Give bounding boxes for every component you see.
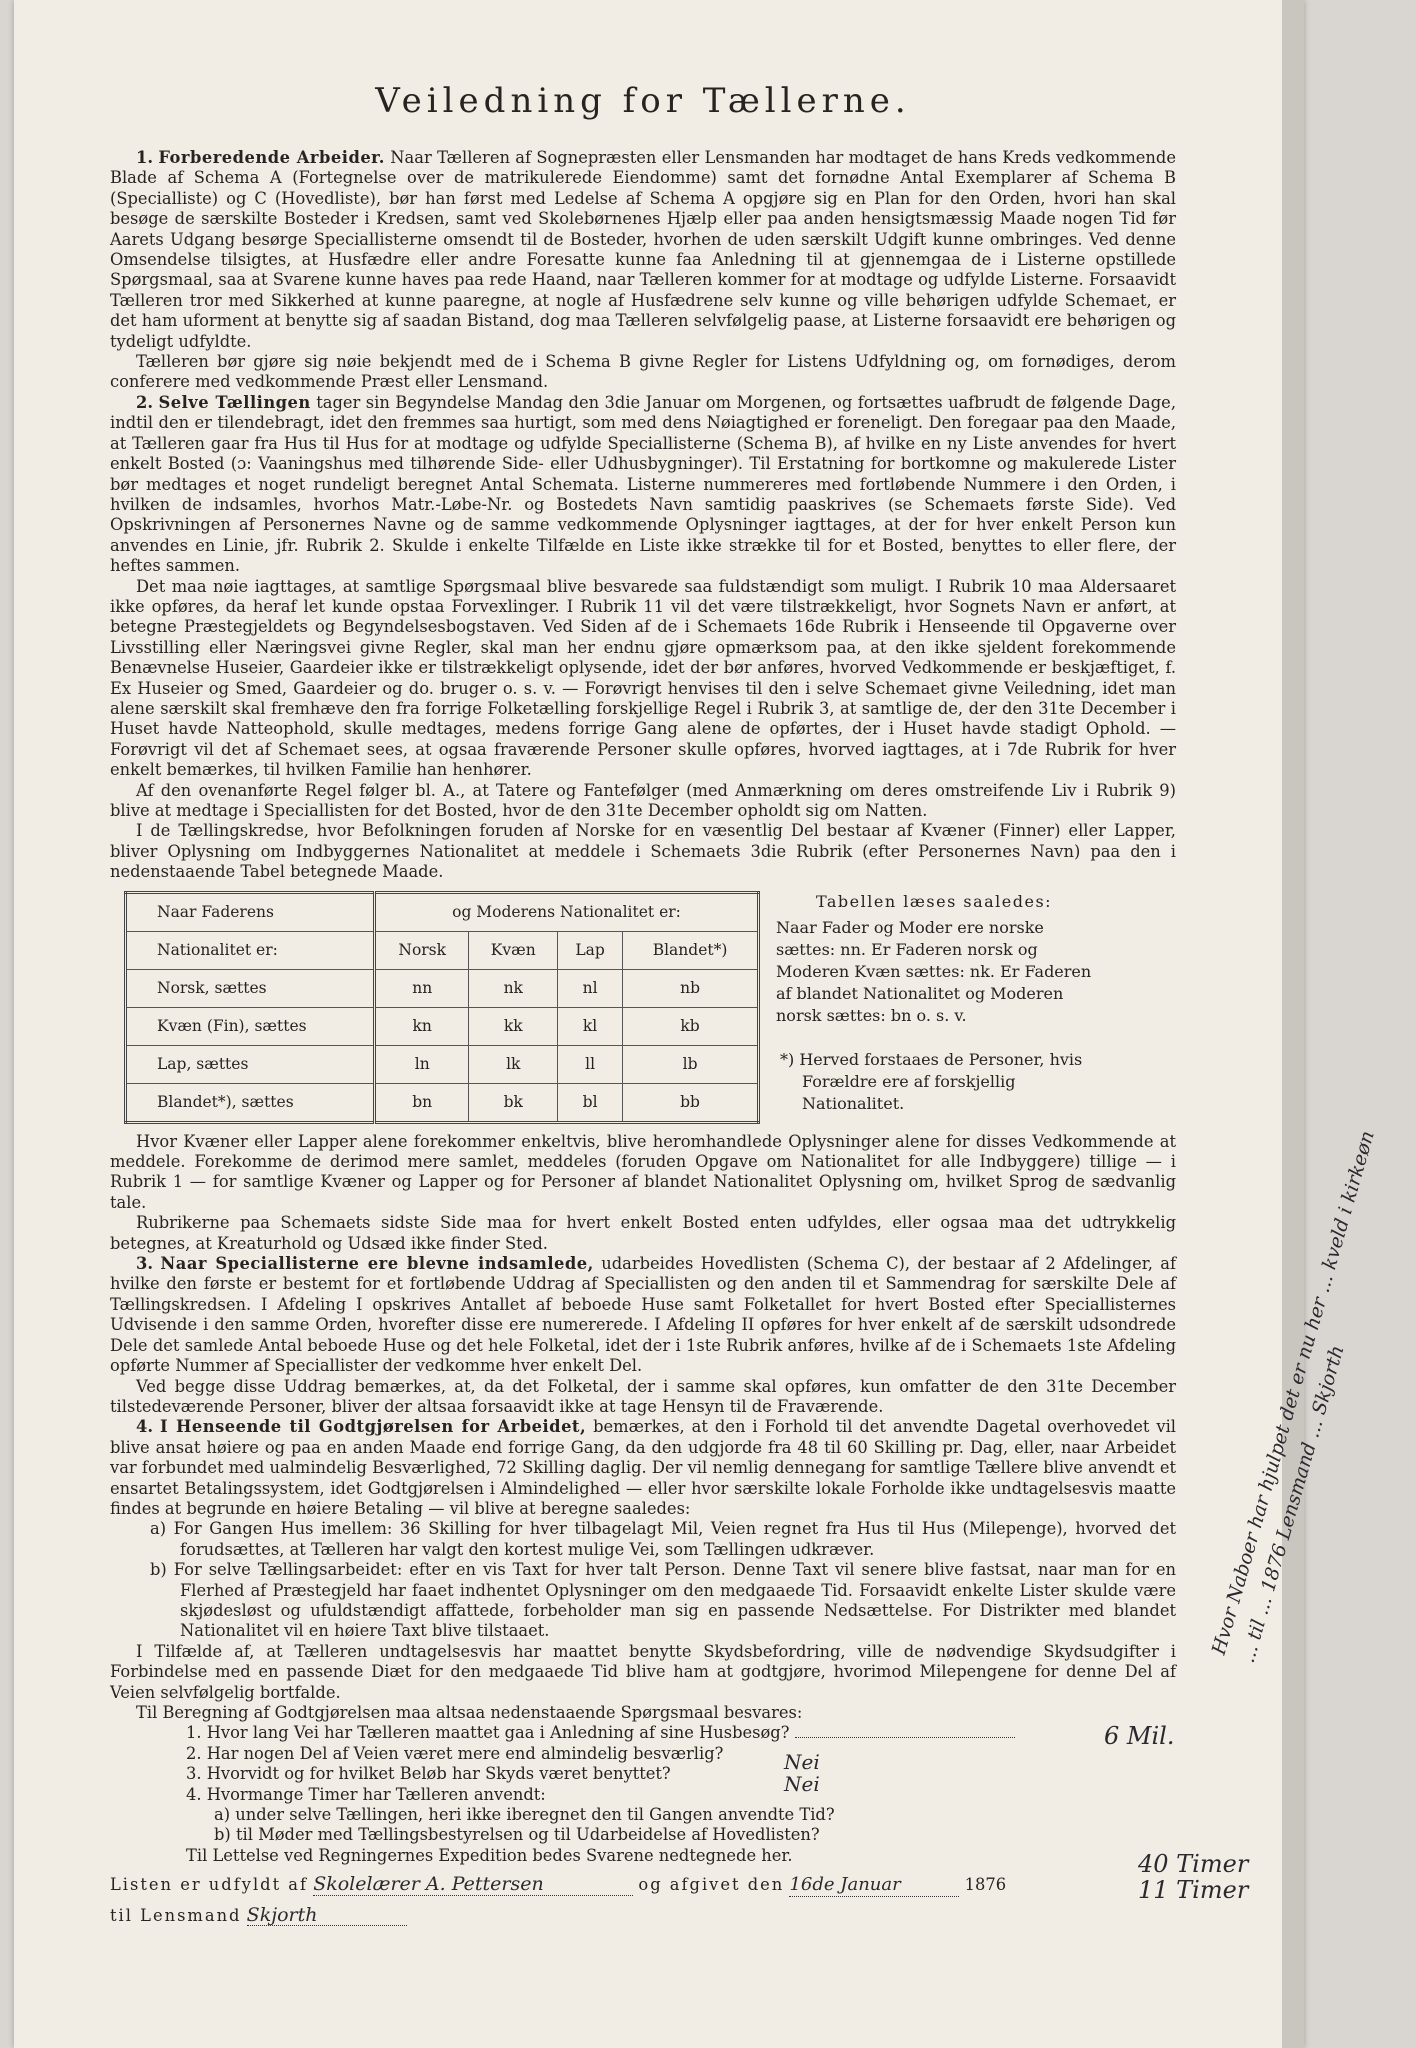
header-father-1: Naar Faderens: [126, 892, 375, 931]
question-4a: a) under selve Tællingen, heri ikke iberegnet den til Gangen anvendte Tid?: [214, 1805, 835, 1825]
row-label: Blandet*), sættes: [126, 1083, 375, 1122]
section-4: [110, 1417, 1176, 1519]
document-title: Veiledning for Tællerne.: [375, 81, 911, 121]
section-2-para-3: Af den ovenanførte Regel følger bl. A., at Tatere og Fantefølger (med Anmærkning om deres omstreifende Liv i Rubrik 9) blive at medtage i Speciallisten for det Bosted, hvor de den 31te December opholdt sig om Natten.: [110, 780, 1176, 820]
section-1: [110, 148, 1176, 352]
signature-date: 16de Januar: [789, 1875, 959, 1896]
signature-line-2: [110, 1905, 1176, 1926]
table-cell: ll: [558, 1045, 623, 1083]
section-3-heading: Naar Speciallisterne ere blevne indsamlede,: [160, 1254, 594, 1274]
signature-label-2: og afgivet den: [638, 1875, 785, 1895]
question-3: [110, 1764, 1176, 1784]
header-mother: og Moderens Nationalitet er:: [375, 892, 759, 931]
table-cell: ln: [375, 1045, 469, 1083]
question-4: 4. Hvormange Timer har Tælleren anvendt:: [186, 1784, 546, 1804]
section-3-number: 3.: [136, 1254, 153, 1274]
table-legend-title: Tabellen læses saaledes:: [815, 891, 1053, 911]
section-1-number: 1.: [136, 148, 153, 167]
section-1-text: Naar Tælleren af Sognepræsten eller Lensmanden har modtaget de hans Kreds vedkommende Blade af Schema A (Fortegnelse over de matrikulerede Eiendomme) samt det fornødne Antal Exemplarer af Schema B (Specialliste) og C (Hovedliste), bør han først med Ledelse af Schema A opgjøre sig en Plan for den Orden, hvori han skal besøge de særskilte Bosteder i Kredsen, samt ved Skolebørnenes Hjælp eller paa anden hensigtsmæssig Maade nogen Tid før Aarets Udgang besørge Speciallisterne omsendt til de Bosteder, hvorhen de uden særskilt Udgift kunne ombringes. Ved denne Omsendelse tilsigtes, at Husfædre eller andre Foresatte kunne faa Anledning til at gjennemgaa de i Listerne opstillede Spørgsmaal, saa at Svarene kunne haves paa rede Haand, naar Tælleren kommer for at modtage og udfylde Listerne. Forsaavidt Tælleren tror med Sikkerhed at kunne paaregne, at nogle af Husfædrene selv kunne og ville behørigen udfylde Schemaet, er det ham uforment at benytte sig af saadan Bistand, dog maa Tælleren selvfølgelig paase, at Listerne forsaavidt ere behørigen og tydeligt udfyldte.: [110, 148, 1176, 351]
row-label: Lap, sættes: [126, 1045, 375, 1083]
answer-4b: 11 Timer: [1138, 1876, 1249, 1904]
section-1-heading: Forberedende Arbeider.: [158, 148, 385, 167]
answer-1: 6 Mil.: [1104, 1722, 1175, 1750]
scan-edge: [1282, 0, 1304, 2048]
table-cell: bk: [469, 1083, 558, 1122]
col-header: Lap: [558, 931, 623, 969]
table-cell: lb: [623, 1045, 759, 1083]
section-4-text: bemærkes, at den i Forhold til det anvendte Dagetal overhovedet vil blive ansat høiere og paa en anden Maade end forrige Gang, da den udgjorde fra 48 til 60 Skilling pr. Dag, eller, naar Arbeidet var forbundet med ualmindelig Besværlighed, 72 Skilling daglig. Der vil nemlig dennegang for samtlige Tællere blive anvendt et ensartet Betalingssystem, idet Godtgjørelsen i Almindelighed — eller hvor særskilte lokale Forholde ikke undtagelsesvis maatte findes at begrunde en høiere Betaling — vil blive at beregne saaledes:: [110, 1417, 1176, 1518]
table-cell: nl: [558, 969, 623, 1007]
table-row: [126, 1083, 759, 1122]
table-col-row: [126, 931, 759, 969]
table-header-row: [126, 892, 759, 931]
section-4-item-b: b) For selve Tællingsarbeidet: efter en vis Taxt for hver talt Person. Denne Taxt vil senere blive fastsat, naar man for en Flerhed af Præstegjeld har faaet indhentet Oplysninger om den medgaaede Tid. Forsaavidt enkelte Lister skulde være skjødesløst og ufuldstændigt affattede, forbeholder man sig en passende Nedsættelse. For Distrikter med blandet Nationalitet vil en høiere Taxt blive tilstaaet.: [150, 1560, 1176, 1641]
document-page: [14, 0, 1379, 2048]
question-1-text: 1. Hvor lang Vei har Tælleren maattet gaa i Anledning af sine Husbesøg?: [186, 1723, 790, 1743]
margin-handwriting: Hvor Naboer har hjulpet det er nu her ... kveld i kirkeøn ... til ... 1876 Lensmand ... Skjorth: [1207, 1128, 1379, 1666]
section-1-para-2: Tælleren bør gjøre sig nøie bekjendt med de i Schema B givne Regler for Listens Udfyldning og, om fornødiges, derom conferere med vedkommende Præst eller Lensmand.: [110, 352, 1176, 392]
section-4-para-2: I Tilfælde af, at Tælleren undtagelsesvis har maattet benytte Skydsbefordring, ville de nødvendige Skydsudgifter i Forbindelse med en passende Diæt for den medgaaede Tid blive ham at godtgjøre, hvorimod Milepengene for denne Del af Veien selvfølgelig bortfalde.: [110, 1641, 1176, 1702]
table-legend-text: Naar Fader og Moder ere norske sættes: nn. Er Faderen norsk og Moderen Kvæn sættes: nk. Er Faderen af blandet Nationalitet og Moderen norsk sættes: bn o. s. v.: [776, 917, 1092, 1025]
col-header: Kvæn: [469, 931, 558, 969]
signature-label-3: til Lensmand: [110, 1905, 242, 1925]
table-row: [126, 1045, 759, 1083]
table-cell: kb: [623, 1007, 759, 1045]
section-2-para-4: I de Tællingskredse, hvor Befolkningen foruden af Norske for en væsentlig Del bestaar af Kvæner (Finner) eller Lapper, bliver Oplysning om Indbyggernes Nationalitet at meddele i Schemaets 3die Rubrik (efter Personernes Navn) paa den i nedenstaaende Tabel betegnede Maade.: [110, 821, 1176, 882]
section-4-para-3: Til Beregning af Godtgjørelsen maa altsaa nedenstaaende Spørgsmaal besvares:: [136, 1703, 803, 1722]
section-4-item-a: a) For Gangen Hus imellem: 36 Skilling for hver tilbagelagt Mil, Veien regnet fra Hus til Hus (Milepenge), hvorved det forudsættes, at Tælleren har valgt den kortest mulige Vei, som Tællingen udkræver.: [150, 1519, 1176, 1559]
answer-1-line: [795, 1737, 1015, 1738]
table-cell: kl: [558, 1007, 623, 1045]
signature-line-1: [110, 1874, 1176, 1896]
section-2-para-2: Det maa nøie iagttages, at samtlige Spørgsmaal blive besvarede saa fuldstændigt som muligt. I Rubrik 10 maa Aldersaaret ikke opføres, da heraf let kunde opstaa Forvexlinger. I Rubrik 11 vil det være tilstrækkeligt, hvor Sognets Navn er anført, at betegne Præstegjeldets og Begyndelsesbogstaven. Ved Siden af de i Schemaets 16de Rubrik i Henseende til Opgaverne over Livsstilling eller Næringsvei givne Regler, skal man her endnu gjøre opmærksom paa, at den ikke sjeldent forekommende Benævnelse Huseier, Gaardeier ikke er tilstrækkeligt oplysende, idet der bør anføres, hvorved Vedkommende er beskjæftiget, f. Ex Huseier og Smed, Gaardeier og do. bruger o. s. v. — Forøvrigt henvises til den i selve Schemaet givne Veiledning, idet man alene særskilt skal fremhæve den fra forrige Folketælling forskjellige Regel i Rubrik 3, at samtlige de, der den 31te December i Huset havde Natteophold, skulle medtages, medens forrige Gang alene de opførtes, der i Huset havde stadigt Ophold. — Forøvrigt vil det af Schemaet sees, at ogsaa fraværende Personer skulle opføres, hvorved iagttages, at i 7de Rubrik for hver enkelt bemærkes, til hvilken Familie han henhører.: [110, 576, 1176, 780]
table-cell: kn: [375, 1007, 469, 1045]
table-cell: nk: [469, 969, 558, 1007]
row-label: Norsk, sættes: [126, 969, 375, 1007]
table-legend: [776, 891, 1092, 1115]
table-cell: nb: [623, 969, 759, 1007]
section-2-number: 2.: [136, 392, 153, 412]
question-2-text: 2. Har nogen Del af Veien været mere end almindelig besværlig?: [186, 1743, 724, 1763]
answer-3: Nei: [784, 1772, 820, 1796]
row-label: Kvæn (Fin), sættes: [126, 1007, 375, 1045]
closing-note: Til Lettelse ved Regningernes Expedition bedes Svarene nedtegnede her.: [186, 1845, 793, 1865]
question-2: [110, 1744, 1176, 1764]
section-4-heading: I Henseende til Godtgjørelsen for Arbeidet,: [159, 1417, 587, 1437]
table-cell: lk: [469, 1045, 558, 1083]
signature-year: 1876: [964, 1875, 1007, 1895]
question-4b: b) til Møder med Tællingsbestyrelsen og til Udarbeidelse af Hovedlisten?: [214, 1825, 820, 1845]
table-row: [126, 1007, 759, 1045]
section-2: [110, 393, 1176, 577]
section-2-heading: Selve Tællingen: [158, 392, 311, 412]
document-body: [110, 78, 1176, 1926]
nationality-table: [124, 891, 760, 1124]
section-3-text: udarbeides Hovedlisten (Schema C), der bestaar af 2 Afdelinger, af hvilke den første er bestemt for et fortløbende Uddrag af Speciallisten og den anden til et Sammendrag for særskilte Dele af Tællingskredsen. I Afdeling I opskrives Antallet af beboede Huse samt Folketallet for hvert Bosted efter Speciallisternes Udvisende i den samme Orden, hvorefter disse ere numererede. I Afdeling II opføres for hver enkelt af de særskilt udsondrede Dele det samlede Antal beboede Huse og det hele Folketal, idet der i 1ste Rubrik anføres, hvilke af de i Schemaets 1ste Afdeling opførte Nummer af Speciallister der vedkomme hver enkelt Del.: [110, 1254, 1177, 1376]
section-4-number: 4.: [136, 1417, 153, 1437]
after-table-para-1: Hvor Kvæner eller Lapper alene forekommer enkeltvis, blive heromhandlede Oplysninger alene for disses Vedkommende at meddele. Forekomme de derimod mere samlet, meddeles (foruden Opgave om Nationalitet for alle Indbyggere) tillige — i Rubrik 1 — for samtlige Kvæner og Lapper og for Personer af blandet Nationalitet Oplysning om, hvilket Sprog de sædvanlig tale.: [110, 1131, 1176, 1212]
question-3-text: 3. Hvorvidt og for hvilket Beløb har Skyds været benyttet?: [186, 1764, 671, 1784]
lensmand-name: Skjorth: [247, 1905, 407, 1926]
after-table-para-2: Rubrikerne paa Schemaets sidste Side maa for hvert enkelt Bosted enten udfyldes, eller ogsaa maa det udtrykkelig betegnes, at Kreaturhold og Udsæd ikke finder Sted.: [110, 1213, 1176, 1253]
signature-filled-by: Skolelærer A. Pettersen: [313, 1874, 633, 1895]
table-cell: bl: [558, 1083, 623, 1122]
col-header: Blandet*): [623, 931, 759, 969]
table-row: [126, 969, 759, 1007]
col-header: Norsk: [375, 931, 469, 969]
table-footnote: *) Herved forstaaes de Personer, hvis Forældre ere af forskjellig Nationalitet.: [780, 1049, 1083, 1113]
section-3: [110, 1254, 1176, 1376]
question-1: [110, 1723, 1176, 1743]
answer-4a: 40 Timer: [1138, 1850, 1249, 1878]
table-cell: bb: [623, 1083, 759, 1122]
table-cell: nn: [375, 969, 469, 1007]
header-father-2: Nationalitet er:: [126, 931, 375, 969]
table-cell: kk: [469, 1007, 558, 1045]
table-cell: bn: [375, 1083, 469, 1122]
signature-label-1: Listen er udfyldt af: [110, 1875, 309, 1895]
section-2-text: tager sin Begyndelse Mandag den 3die Januar om Morgenen, og fortsættes uafbrudt de følgende Dage, indtil den er tilendebragt, idet den fremmes saa hurtigt, som med dens Nøiagtighed er foreneligt. Den foregaar paa den Maade, at Tælleren gaar fra Hus til Hus for at modtage og udfylde Speciallisterne (Schema B), af hvilke en ny Liste anvendes for hvert enkelt Bosted (ɔ: Vaaningshus med tilhørende Side- eller Udhusbygninger). Til Erstatning for bortkomne og makulerede Lister bør medtages et noget rundeligt beregnet Antal Schemata. Listerne nummereres med fortløbende Nummere i den Orden, i hvilken de indsamles, hvorhos Matr.-Løbe-Nr. og Bostedets Navn samtidig paaskrives (se Schemaets første Side). Ved Opskrivningen af Personernes Navne og de samme vedkommende Oplysninger iagttages, at der for hver enkelt Person kun anvendes en Linie, jfr. Rubrik 2. Skulde i enkelte Tilfælde en Liste ikke strække til for et Bosted, benyttes to eller flere, der heftes sammen.: [110, 392, 1176, 576]
answer-2: Nei: [784, 1750, 820, 1774]
section-3-para-2: Ved begge disse Uddrag bemærkes, at, da det Folketal, der i samme skal opføres, kun omfatter de den 31te December tilstedeværende Personer, bliver der altsaa forsaavidt ikke at tage Hensyn til de Fraværende.: [110, 1376, 1176, 1416]
nationality-block: [110, 891, 1176, 1124]
